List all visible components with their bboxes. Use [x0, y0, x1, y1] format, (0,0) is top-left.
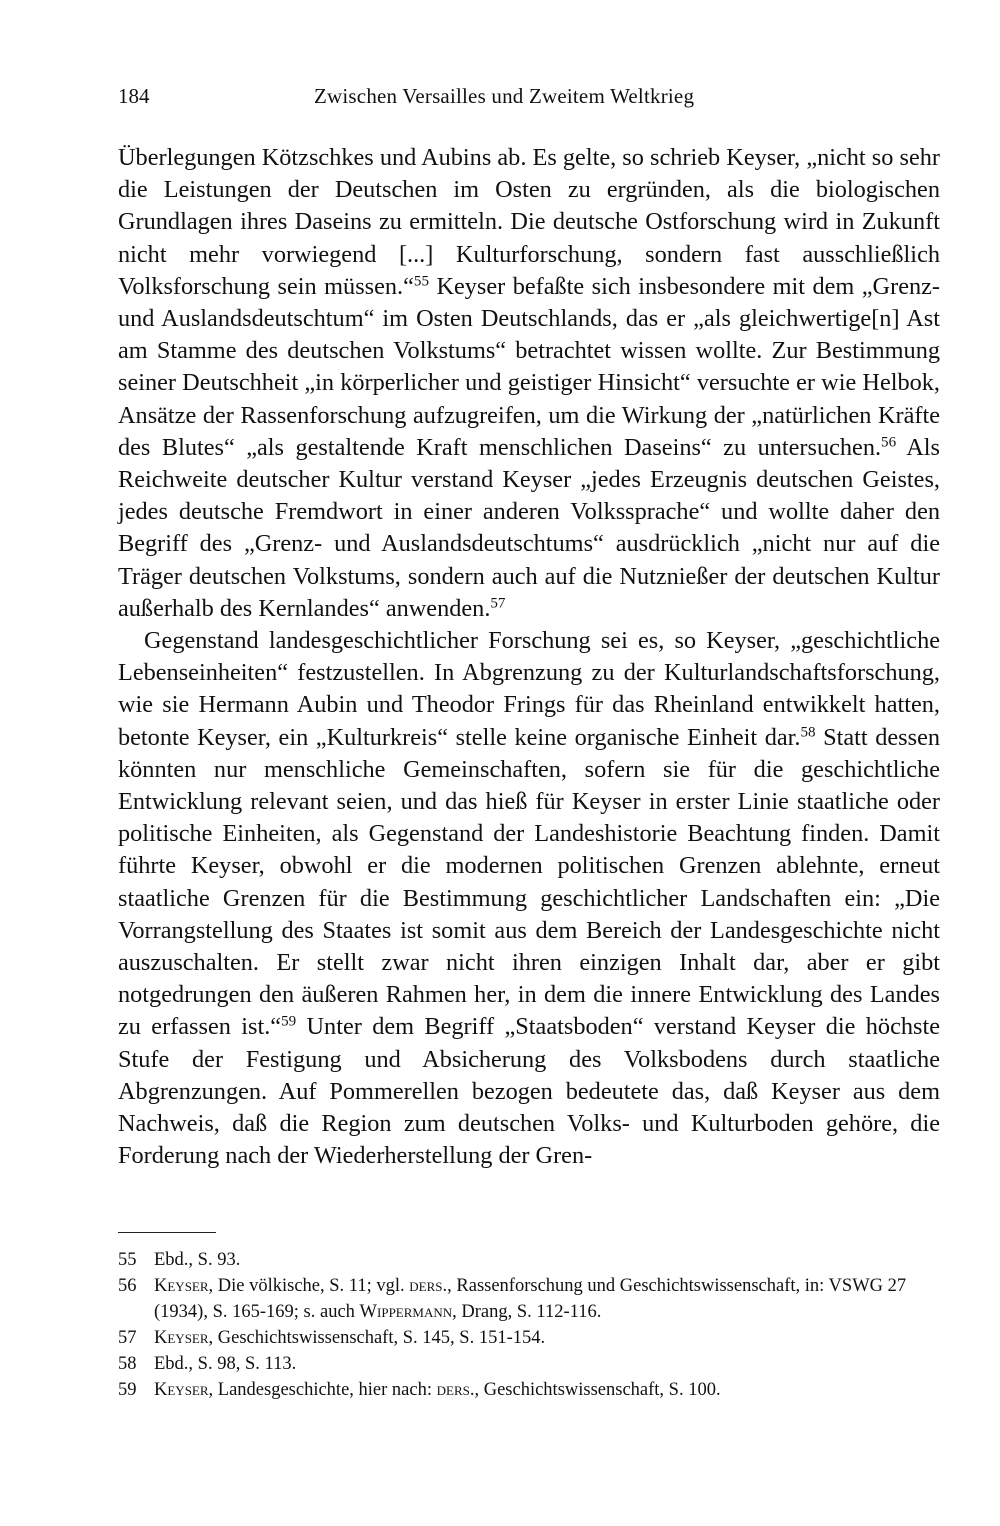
text-run: Keyser befaßte sich insbesondere mit dem „Grenz- und Auslandsdeutschtum“ im Osten Deutschlands, das er „als gleichwertige[n] Ast am Stamme des deutschen Volkstums“ betrachtet wissen wollte. Zur Bestimmung seiner Deutschheit „in körperlicher und geistiger Hinsicht“ versuchte er wie Helbok, Ansätze der Rassenforschung aufzugreifen, um die Wirkung der „natürlichen Kräfte des Blutes“ „als gestaltende Kraft menschlichen Daseins“ zu untersuchen. [118, 272, 941, 461]
author-name: ders [409, 1276, 443, 1296]
footnotes [118, 1247, 940, 1403]
footnote-text: , Drang, S. 112-116. [452, 1302, 602, 1322]
footnote-text: , Geschichtswissenschaft, S. 145, S. 151-154. [208, 1328, 546, 1348]
footnote-number: 59 [118, 1380, 137, 1400]
running-title: Zwischen Versailles und Zweitem Weltkrieg [314, 84, 695, 108]
footnote-number: 58 [118, 1354, 137, 1374]
text-run: Überlegungen Kötzschkes und Aubins ab. Es gelte, so schrieb Keyser, „nicht so sehr die Leistungen der Deutschen im Osten zu ergründen, als die biologischen Grundlagen ihres Daseins zu ermitteln. Die deutsche Ostforschung wird in Zukunft nicht mehr vorwiegend [...] Kulturforschung, sondern fast ausschließlich Volksforschung sein müssen.“ [118, 144, 940, 300]
paragraph [118, 625, 940, 1172]
footnote [118, 1377, 940, 1403]
text-run: Unter dem Begriff „Staatsboden“ verstand Keyser die höchste Stufe der Festigung und Absicherung des Volksbodens durch staatliche Abgrenzungen. Auf Pommerellen bezogen bedeutete das, daß Keyser aus dem Nachweis, daß die Region zum deutschen Volks- und Kulturboden gehöre, die Forderung nach der Wiederherstellung der Gren- [118, 1013, 940, 1170]
footnote-ref: 59 [281, 1014, 297, 1031]
text-run: Statt dessen könnten nur menschliche Gemeinschaften, sofern sie für die geschichtliche Entwicklung relevant seien, und das hieß für Keyser in erster Linie staatliche oder politische Einheiten, als Gegenstand der Landeshistorie Beachtung finden. Damit führte Keyser, obwohl er die modernen politischen Grenzen ablehnte, erneut staatliche Grenzen für die Bestimmung geschichtlicher Landschaften ein: „Die Vorrangstellung des Staates ist somit aus dem Bereich der Landesgeschichte nicht auszuschalten. Er stellt zwar nicht ihren einzigen Inhalt dar, aber er gibt notgedrungen den äußeren Rahmen her, in dem die innere Entwicklung des Landes zu erfassen ist.“ [118, 723, 941, 1041]
footnote-text: ., Rassenforschung und Geschichtswissenschaft, in: VSWG 27 (1934), S. 165-169; s. auch [154, 1276, 907, 1322]
footnote-text: Ebd., S. 93. [154, 1250, 241, 1270]
footnote-text: , Landesgeschichte, hier nach: [208, 1380, 437, 1400]
paragraph [118, 142, 940, 625]
footnote [118, 1273, 940, 1325]
footnote-ref: 55 [413, 273, 429, 290]
footnote-text: ., Geschichtswissenschaft, S. 100. [469, 1380, 721, 1400]
footnote-ref: 57 [490, 595, 506, 612]
author-name: Keyser [154, 1380, 209, 1400]
text-run: Als Reichweite deutscher Kultur verstand Keyser „jedes Erzeugnis deutschen Geistes, jedes deutsche Fremdwort in einer anderen Volkssprache“ und wollte daher den Begriff des „Grenz- und Auslandsdeutschtums“ ausdrücklich „nicht nur auf die Träger deutschen Volkstums, sondern auch auf die Nutznießer der deutschen Kultur außerhalb des Kernlandes“ anwenden. [118, 433, 940, 622]
footnote [118, 1247, 940, 1273]
footnote [118, 1325, 940, 1351]
footnote-number: 56 [118, 1276, 137, 1296]
page-number: 184 [118, 84, 150, 108]
author-name: ders [436, 1380, 470, 1400]
footnote [118, 1351, 940, 1377]
footnote-ref: 58 [800, 724, 816, 741]
author-name: Keyser [154, 1328, 209, 1348]
footnote-separator [118, 1232, 216, 1233]
body-text [118, 142, 940, 1173]
footnote-number: 57 [118, 1328, 137, 1348]
author-name: Keyser [154, 1276, 209, 1296]
footnote-text: Ebd., S. 98, S. 113. [154, 1354, 297, 1374]
author-name: Wippermann [359, 1302, 453, 1322]
footnote-text: , Die völkische, S. 11; vgl. [208, 1276, 410, 1296]
footnote-ref: 56 [881, 434, 897, 451]
page-header [118, 84, 940, 114]
text-run: Gegenstand landesgeschichtlicher Forschung sei es, so Keyser, „geschichtliche Lebenseinheiten“ festzustellen. In Abgrenzung zu der Kulturlandschaftsforschung, wie sie Hermann Aubin und Theodor Frings für das Rheinland entwikkelt hatten, betonte Keyser, ein „Kulturkreis“ stelle keine organische Einheit dar. [118, 627, 940, 751]
footnote-number: 55 [118, 1250, 137, 1270]
